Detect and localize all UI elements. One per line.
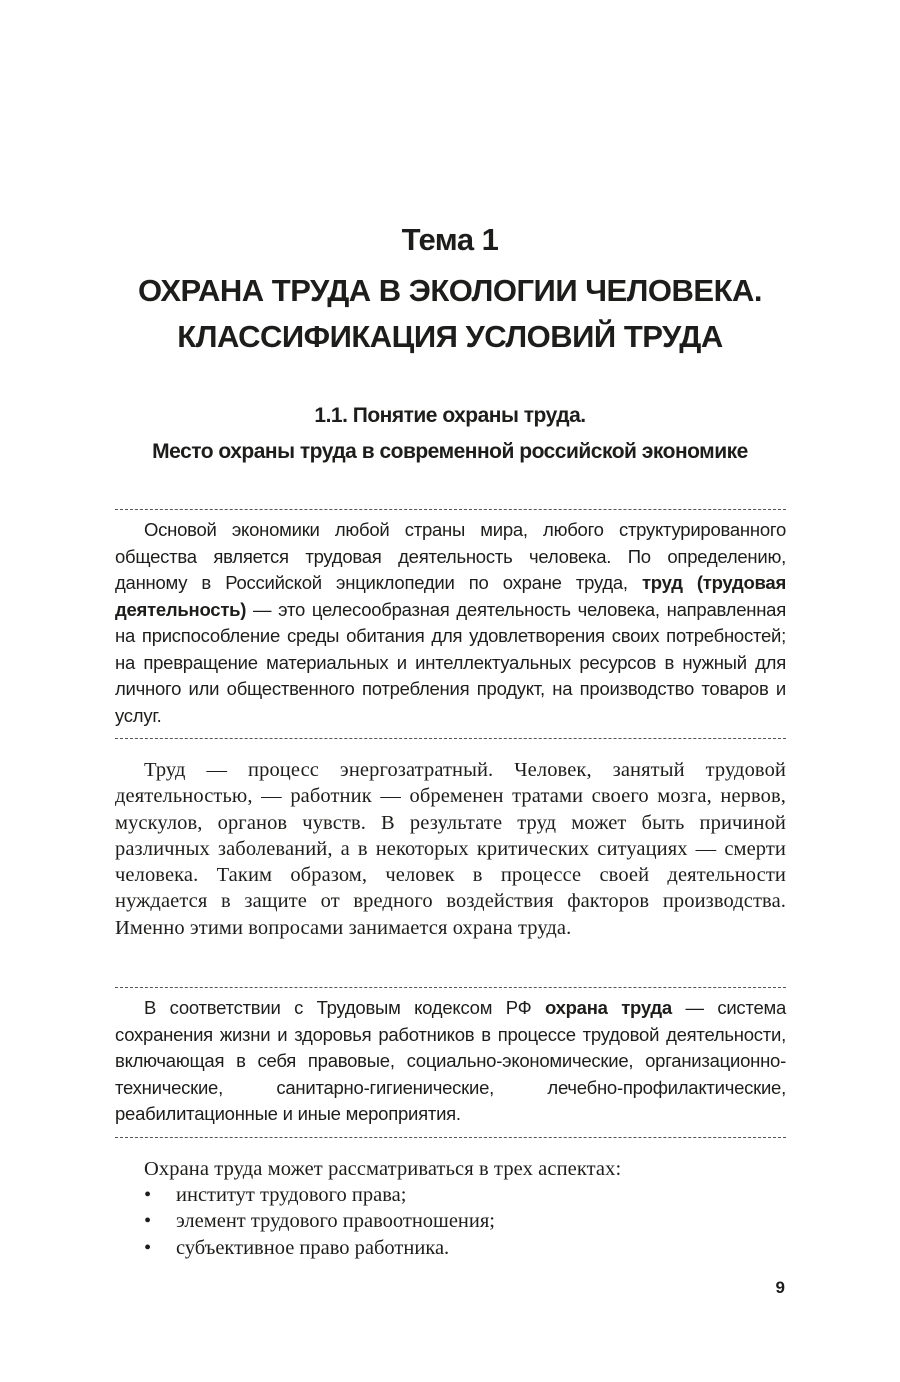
definition-labor-text: Основой экономики любой страны мира, любого структурированного общества является трудовая деятельность человека. По определению, данному в Российской энциклопедии по охране труда, труд (трудовая деятельность) — это целесообразная деятельность человека, направленная на приспособление среды обитания для удовлетворения своих потребностей; на превращение материальных и интеллектуальных ресурсов в нужный для личного или общественного потребления продукт, на производство товаров и услуг.	[115, 519, 786, 726]
dashed-divider	[115, 509, 786, 510]
dashed-divider	[115, 738, 786, 739]
dashed-divider	[115, 1137, 786, 1138]
topic-title	[0, 268, 900, 360]
definition-box-labor	[115, 517, 786, 729]
body-paragraph: Труд — процесс энергозатратный. Человек, занятый трудовой деятельностью, — работник — обременен тратами своего мозга, нервов, мускулов, органов чувств. В результате труд может быть причиной различных заболеваний, а в некоторых критических ситуациях — смерти человека. Таким образом, человек в процессе своей деятельности нуждается в защите от вредного воздействия факторов производства. Именно этими вопросами занимается охрана труда.	[115, 759, 786, 939]
definition-labor-protection-text: В соответствии с Трудовым кодексом РФ охрана труда — система сохранения жизни и здоровья работников в процессе трудовой деятельности, включающая в себя правовые, социально-экономические, организационно-технические, санитарно-гигиенические, лечебно-профилактические, реабилитационные и иные мероприятия.	[115, 997, 786, 1124]
page-number: 9	[775, 1278, 785, 1297]
aspects-list	[115, 1182, 786, 1261]
bullet-icon: •	[144, 1210, 152, 1233]
list-item: • элемент трудового правоотношения;	[115, 1208, 786, 1234]
section-title-line-2: Место охраны труда в современной российской экономике	[152, 440, 748, 463]
term-labor: труд (трудовая деятельность)	[115, 572, 786, 620]
definition-box-labor-protection	[115, 995, 786, 1128]
bullet-icon: •	[144, 1236, 152, 1259]
section-title	[0, 398, 900, 470]
topic-title-line-1: ОХРАНА ТРУДА В ЭКОЛОГИИ ЧЕЛОВЕКА.	[137, 273, 763, 308]
topic-title-line-2: КЛАССИФИКАЦИЯ УСЛОВИЙ ТРУДА	[177, 319, 723, 354]
bullet-icon: •	[144, 1184, 152, 1206]
term-labor-protection: охрана труда	[544, 997, 672, 1018]
topic-number: Тема 1	[401, 222, 499, 257]
list-item: • институт трудового права;	[115, 1182, 786, 1208]
dashed-divider	[115, 987, 786, 988]
section-title-line-1: 1.1. Понятие охраны труда.	[314, 404, 586, 427]
list-item: • субъективное право работника.	[115, 1235, 786, 1261]
aspects-intro: Охрана труда может рассматриваться в трех аспектах:	[144, 1158, 622, 1180]
